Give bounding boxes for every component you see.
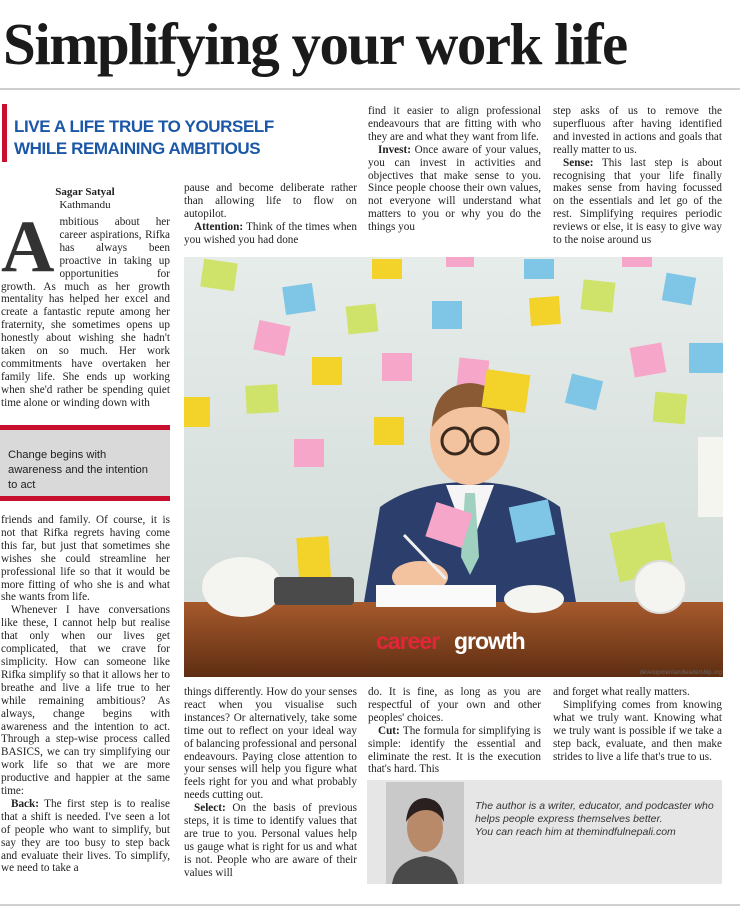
author-note-line: helps people express themselves better. bbox=[475, 813, 663, 825]
step-label: Attention: bbox=[194, 220, 244, 233]
paper-roll bbox=[202, 557, 282, 617]
paragraph-select bbox=[184, 802, 357, 879]
computer-mouse bbox=[504, 585, 564, 613]
paragraph: step asks of us to remove the superfluous after having identified and invested in actions and goals that really matter to us. bbox=[553, 105, 722, 156]
paragraph: find it easier to align professional endeavours that are fitting with who they are and what they want from life. bbox=[368, 105, 541, 143]
paragraph: Whenever I have conversations like these, I cannot help but realise that only when our lives get complicated, that we crave for simplicity. How can someone like Rifka simplify so that it allows her to breathe and live a life true to her while remaining ambitious? As always, change begins with awareness and the intention to act. Through a step-wise process called BASICS, we can try simplifying our work life so that we are more productive and happier at the same time: bbox=[1, 604, 170, 798]
step-text: On the basis of previous steps, it is time to identify values that are true to you. Personal values help us gauge what is right for us and what is not. People who are aware of their values will bbox=[184, 802, 357, 879]
author-note-line: The author is a writer, educator, and podcaster who bbox=[475, 800, 714, 812]
step-text: This last step is about recognising that your life finally makes sense from having focussed on the essentials and let go of the rest. Simplifying requires periodic reviews or else, it is easy to give way to the noise around us bbox=[553, 156, 722, 247]
column-1-bottom bbox=[1, 514, 170, 875]
step-label: Select: bbox=[194, 802, 226, 815]
paragraph: pause and become deliberate rather than allowing life to flow on autopilot. bbox=[184, 182, 357, 220]
column-4-bottom bbox=[553, 686, 722, 763]
top-rule bbox=[0, 88, 740, 90]
step-text: The formula for simplifying is simple: identify the essential and eliminate the rest. It is the execution that's hard. This bbox=[368, 724, 541, 776]
column-4-top bbox=[553, 105, 722, 247]
logo-career: career bbox=[376, 628, 440, 654]
calculator bbox=[274, 577, 354, 605]
notepad bbox=[376, 585, 496, 607]
career-growth-photo bbox=[184, 257, 723, 677]
column-3-top bbox=[368, 105, 541, 234]
paragraph: things differently. How do your senses react when you visualise such instances? Or alternatively, take some time out to reflect on your ideal way of balancing professional and personal endeavours. Paying close attention to your senses will help you figure what feels right for you and what probably needs cutting out. bbox=[184, 686, 357, 802]
author-note-line: You can reach him at themindfulnepali.com bbox=[475, 826, 676, 838]
byline-place: Kathmandu bbox=[59, 199, 111, 211]
deck-accent-bar bbox=[2, 104, 7, 162]
step-text: Once aware of your values, you can invest in activities and objectives that make sense to you. Since people choose their own values, not everyone will understand what matters to you or why you do the things you bbox=[368, 143, 541, 234]
paragraph: do. It is fine, as long as you are respectful of your own and other peoples' choices. bbox=[368, 686, 541, 724]
paragraph: friends and family. Of course, it is not that Rifka regrets having come this far, but just that sometimes she wishes she could streamline her professional life so that it would be more fitting of who she is and what she wants from life. bbox=[1, 514, 170, 604]
paragraph: Simplifying comes from knowing what we truly want. Knowing what we truly want is possible if we take a step back, evaluate, and then make strides to live a life that's true to us. bbox=[553, 698, 722, 763]
byline-name: Sagar Satyal bbox=[55, 186, 115, 198]
pull-quote: Change begins with awareness and the intention to act bbox=[0, 425, 170, 501]
deck bbox=[14, 116, 344, 160]
intro-paragraph: mbitious about her career aspirations, Rifka has always been proactive in taking up opportunities for growth. As much as her growth mentality has helped her excel and create a fantastic repute among her fraternity, she sometimes opens up honestly about wishing she hadn't taken on so much. Her work commitments have overtaken her family life. She ends up working when she'd rather be spending quiet time alone or winding down with bbox=[1, 216, 170, 409]
step-text: Think of the times when you wished you had done bbox=[184, 220, 357, 246]
step-label: Sense: bbox=[563, 156, 594, 169]
column-3-bottom bbox=[368, 686, 541, 776]
paragraph-back bbox=[1, 798, 170, 875]
photo-credit: developmentandleadership.org bbox=[639, 670, 722, 676]
author-photo bbox=[386, 782, 464, 884]
paragraph-invest bbox=[368, 144, 541, 234]
deck-line-1: LIVE A LIFE TRUE TO YOURSELF bbox=[14, 117, 274, 136]
step-label: Back: bbox=[11, 797, 39, 810]
step-label: Invest: bbox=[378, 143, 411, 156]
author-note bbox=[475, 800, 717, 839]
step-text: The first step is to realise that a shift is needed. I've seen a lot of people who want to simplify, but say they are too busy to step back and evaluate their lives. To simplify, we need to take a bbox=[1, 797, 170, 875]
deck-line-2: WHILE REMAINING AMBITIOUS bbox=[14, 139, 261, 158]
alarm-clock bbox=[634, 561, 686, 613]
column-2-bottom bbox=[184, 686, 357, 880]
paragraph-attention bbox=[184, 221, 357, 247]
paragraph-cut bbox=[368, 725, 541, 777]
step-label: Cut: bbox=[378, 724, 400, 737]
logo-growth: growth bbox=[454, 628, 525, 654]
photo-illustration bbox=[184, 257, 723, 677]
headline: Simplifying your work life bbox=[3, 11, 627, 77]
paragraph: and forget what really matters. bbox=[553, 686, 690, 698]
drop-cap: A bbox=[1, 206, 55, 288]
column-1-top bbox=[1, 206, 170, 410]
column-2-top bbox=[184, 182, 357, 247]
author-portrait bbox=[386, 782, 464, 884]
paragraph-sense bbox=[553, 157, 722, 247]
bottom-rule bbox=[0, 904, 740, 906]
